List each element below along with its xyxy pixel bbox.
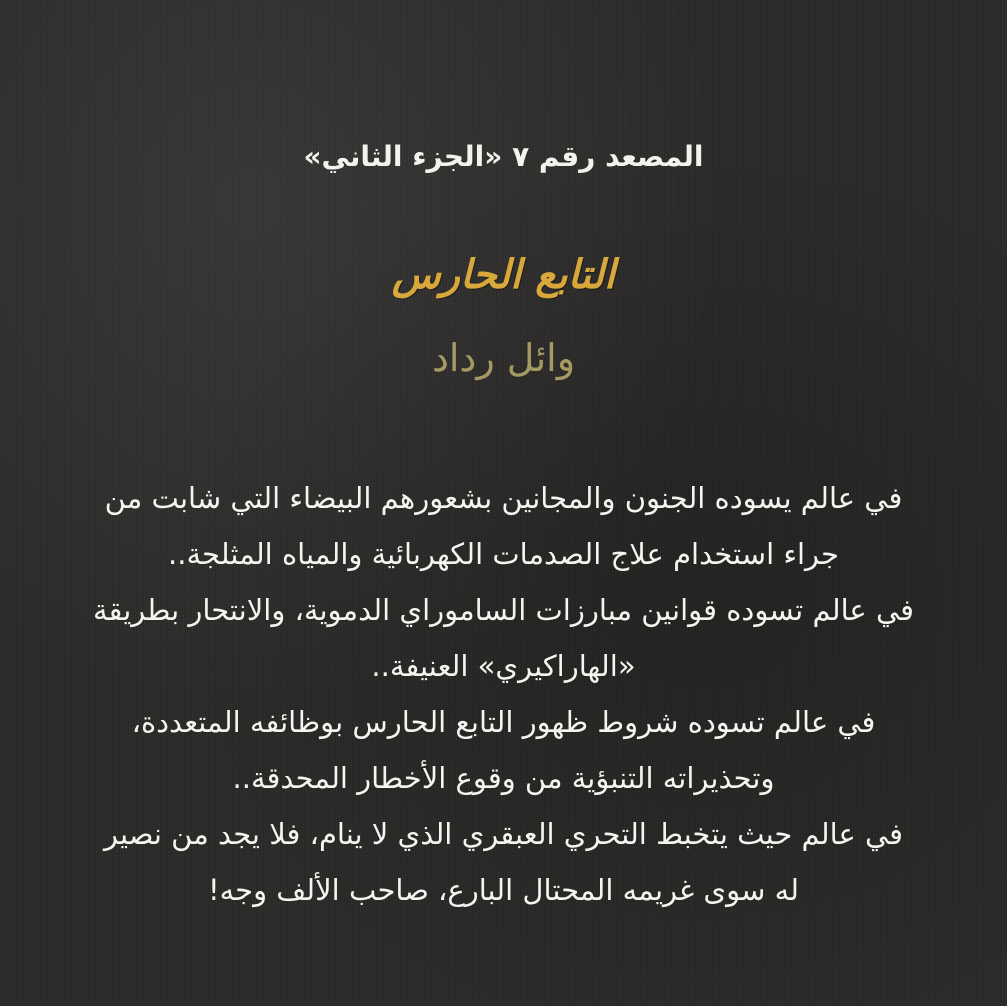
book-title: التابع الحارس: [391, 252, 616, 298]
series-label: المصعد رقم ٧ «الجزء الثاني»: [303, 140, 704, 173]
blurb-line: في عالم يسوده الجنون والمجانين بشعورهم البيضاء التي شابت من: [104, 481, 903, 515]
blurb-line: له سوى غريمه المحتال البارع، صاحب الألف وجه!: [207, 873, 800, 907]
blurb: [30, 470, 977, 918]
blurb-line: وتحذيراته التنبؤية من وقوع الأخطار المحدقة..: [232, 761, 775, 795]
blurb-line: جراء استخدام علاج الصدمات الكهربائية والمياه المثلجة..: [168, 537, 839, 571]
blurb-line: في عالم حيث يتخبط التحري العبقري الذي لا ينام، فلا يجد من نصير: [103, 817, 904, 851]
blurb-line: في عالم تسوده شروط ظهور التابع الحارس بوظائفه المتعددة،: [131, 705, 876, 739]
author-name: وائل رداد: [431, 336, 576, 380]
blurb-line: في عالم تسوده قوانين مبارزات الساموراي الدموية، والانتحار بطريقة: [93, 593, 914, 627]
blurb-line: «الهاراكيري» العنيفة..: [371, 649, 636, 683]
